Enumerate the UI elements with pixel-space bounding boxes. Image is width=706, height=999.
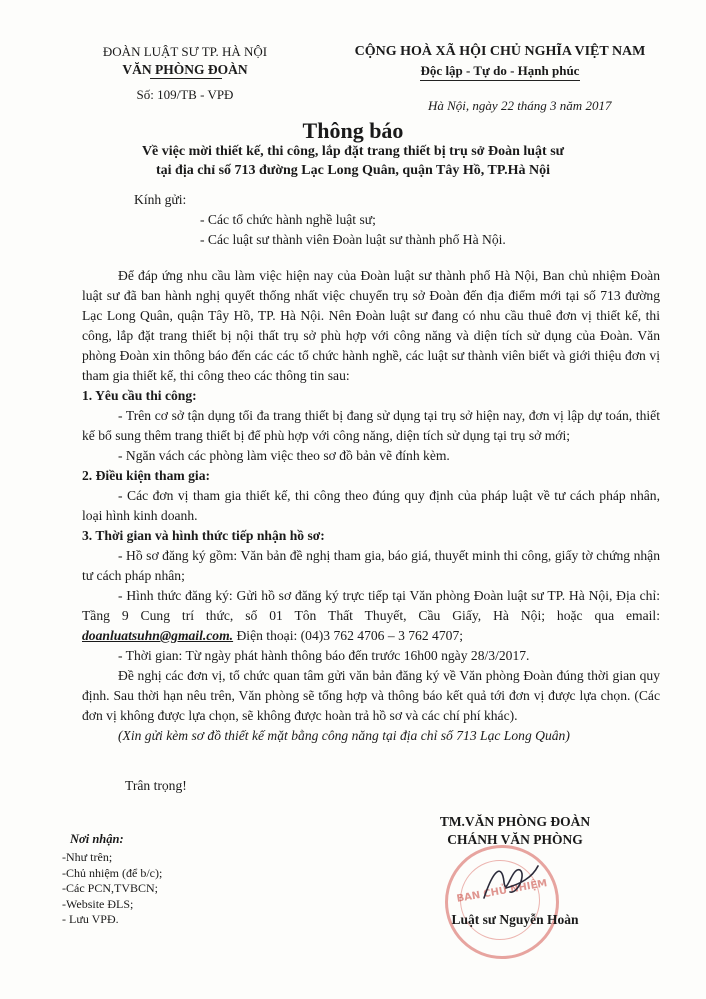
- notice-title: Thông báo: [302, 118, 404, 143]
- section-heading: 2. Điều kiện tham gia:: [82, 468, 211, 483]
- section-item: - Hồ sơ đăng ký gồm: Văn bản đề nghị tham gia, báo giá, thuyết minh thi công, giấy tờ chứng nhận tư cách pháp nhân;: [82, 548, 660, 583]
- recipient-item: - Các tổ chức hành nghề luật sư;: [200, 212, 376, 227]
- header-left-rule: [150, 78, 222, 79]
- email-link[interactable]: doanluatsuhn@gmail.com.: [82, 628, 234, 643]
- header-right-rule: [420, 80, 580, 81]
- section-item: - Thời gian: Từ ngày phát hành thông báo đến trước 16h00 ngày 28/3/2017.: [118, 648, 530, 663]
- phone-numbers: Điện thoại: (04)3 762 4706 – 3 762 4707;: [233, 628, 464, 643]
- notice-subject-line2: tại địa chỉ số 713 đường Lạc Long Quân, quận Tây Hồ, TP.Hà Nội: [155, 163, 550, 178]
- section-heading: 3. Thời gian và hình thức tiếp nhận hồ sơ:: [82, 528, 325, 543]
- org-name: ĐOÀN LUẬT SƯ TP. HÀ NỘI: [102, 44, 268, 59]
- closing-paragraph: Đề nghị các đơn vị, tổ chức quan tâm gửi văn bản đăng ký về Văn phòng Đoàn đúng thời gian quy định. Sau thời hạn nêu trên, Văn phòng sẽ tổng hợp và thông báo kết quả tới đơn vị được lựa chọn. (Các đơn vị không được lựa chọn, sẽ không được hoàn trả hồ sơ và các chí phí khác).: [82, 668, 660, 723]
- attachment-note: (Xin gửi kèm sơ đồ thiết kế mặt bằng công năng tại địa chỉ số 713 Lạc Long Quân): [118, 728, 570, 743]
- distribution-item: - Lưu VPĐ.: [62, 912, 119, 926]
- notice-subject-line1: Về việc mời thiết kế, thi công, lắp đặt trang thiết bị trụ sở Đoàn luật sư: [141, 144, 565, 159]
- notice-body: [82, 266, 660, 746]
- distribution-label: Nơi nhận:: [70, 832, 124, 846]
- distribution-item: -Như trên;: [62, 850, 113, 864]
- distribution-item: -Các PCN,TVBCN;: [62, 881, 158, 895]
- recipient-item: - Các luật sư thành viên Đoàn luật sư thành phố Hà Nội.: [200, 232, 506, 247]
- signer-name: Luật sư Nguyễn Hoàn: [451, 912, 579, 927]
- signer-position: CHÁNH VĂN PHÒNG: [447, 832, 583, 847]
- distribution-item: -Website ĐLS;: [62, 896, 134, 911]
- section-item: - Các đơn vị tham gia thiết kế, thi công theo đúng quy định của pháp luật về tư cách pháp nhân, loại hình kinh doanh.: [82, 488, 660, 523]
- section-item: - Ngăn vách các phòng làm việc theo sơ đồ bản vẽ đính kèm.: [118, 448, 450, 463]
- registration-method: - Hình thức đăng ký: Gửi hồ sơ đăng ký trực tiếp tại Văn phòng Đoàn luật sư TP. Hà Nội, Địa chỉ: Tầng 9 Cung trí thức, số 01 Tôn Thất Thuyết, Cầu Giấy, Hà Nội; hoặc qua email:: [82, 588, 660, 623]
- signer-title: TM.VĂN PHÒNG ĐOÀN: [439, 814, 591, 829]
- national-motto: Độc lập - Tự do - Hạnh phúc: [420, 63, 580, 78]
- document-number: Số: 109/TB - VPĐ: [136, 87, 234, 102]
- stamp-text: BAN CHỦ NHIỆM: [455, 878, 549, 905]
- document-date: Hà Nội, ngày 22 tháng 3 năm 2017: [428, 98, 612, 113]
- distribution-item: -Chủ nhiệm (để b/c);: [62, 865, 163, 880]
- distribution-list: [62, 850, 162, 928]
- regards: Trân trọng!: [125, 778, 187, 793]
- nation-title: CỘNG HOÀ XÃ HỘI CHỦ NGHĨA VIỆT NAM: [354, 44, 646, 59]
- section-heading: 1. Yêu cầu thi công:: [82, 388, 197, 403]
- intro-paragraph: Để đáp ứng nhu cầu làm việc hiện nay của Đoàn luật sư thành phố Hà Nội, Ban chủ nhiệm Đoàn luật sư đã ban hành nghị quyết thống nhất việc chuyển trụ sở Đoàn đến địa điểm mới tại số 713 đường Lạc Long Quân, quận Tây Hồ, TP. Hà Nội. Nên Đoàn luật sư đang có nhu cầu thuê đơn vị thiết kế, thi công, lắp đặt trang thiết bị nội thất trụ sở phù hợp với công năng và diện tích sử dụng của Đoàn. Văn phòng Đoàn xin thông báo đến các các tổ chức hành nghề, các luật sư thành viên biết và giới thiệu đơn vị tham gia thiết kế, thi công theo các thông tin sau:: [82, 268, 660, 383]
- recipients-label: Kính gửi:: [134, 192, 187, 207]
- office-name: VĂN PHÒNG ĐOÀN: [122, 62, 248, 77]
- section-item: [82, 586, 660, 646]
- handwritten-signature: [480, 858, 540, 906]
- section-item: - Trên cơ sở tận dụng tối đa trang thiết bị đang sử dụng tại trụ sở hiện nay, đơn vị lập dự toán, thiết kế bổ sung thêm trang thiết bị để phù hợp với công năng, diện tích sử dụng tại trụ sở mới;: [82, 408, 660, 443]
